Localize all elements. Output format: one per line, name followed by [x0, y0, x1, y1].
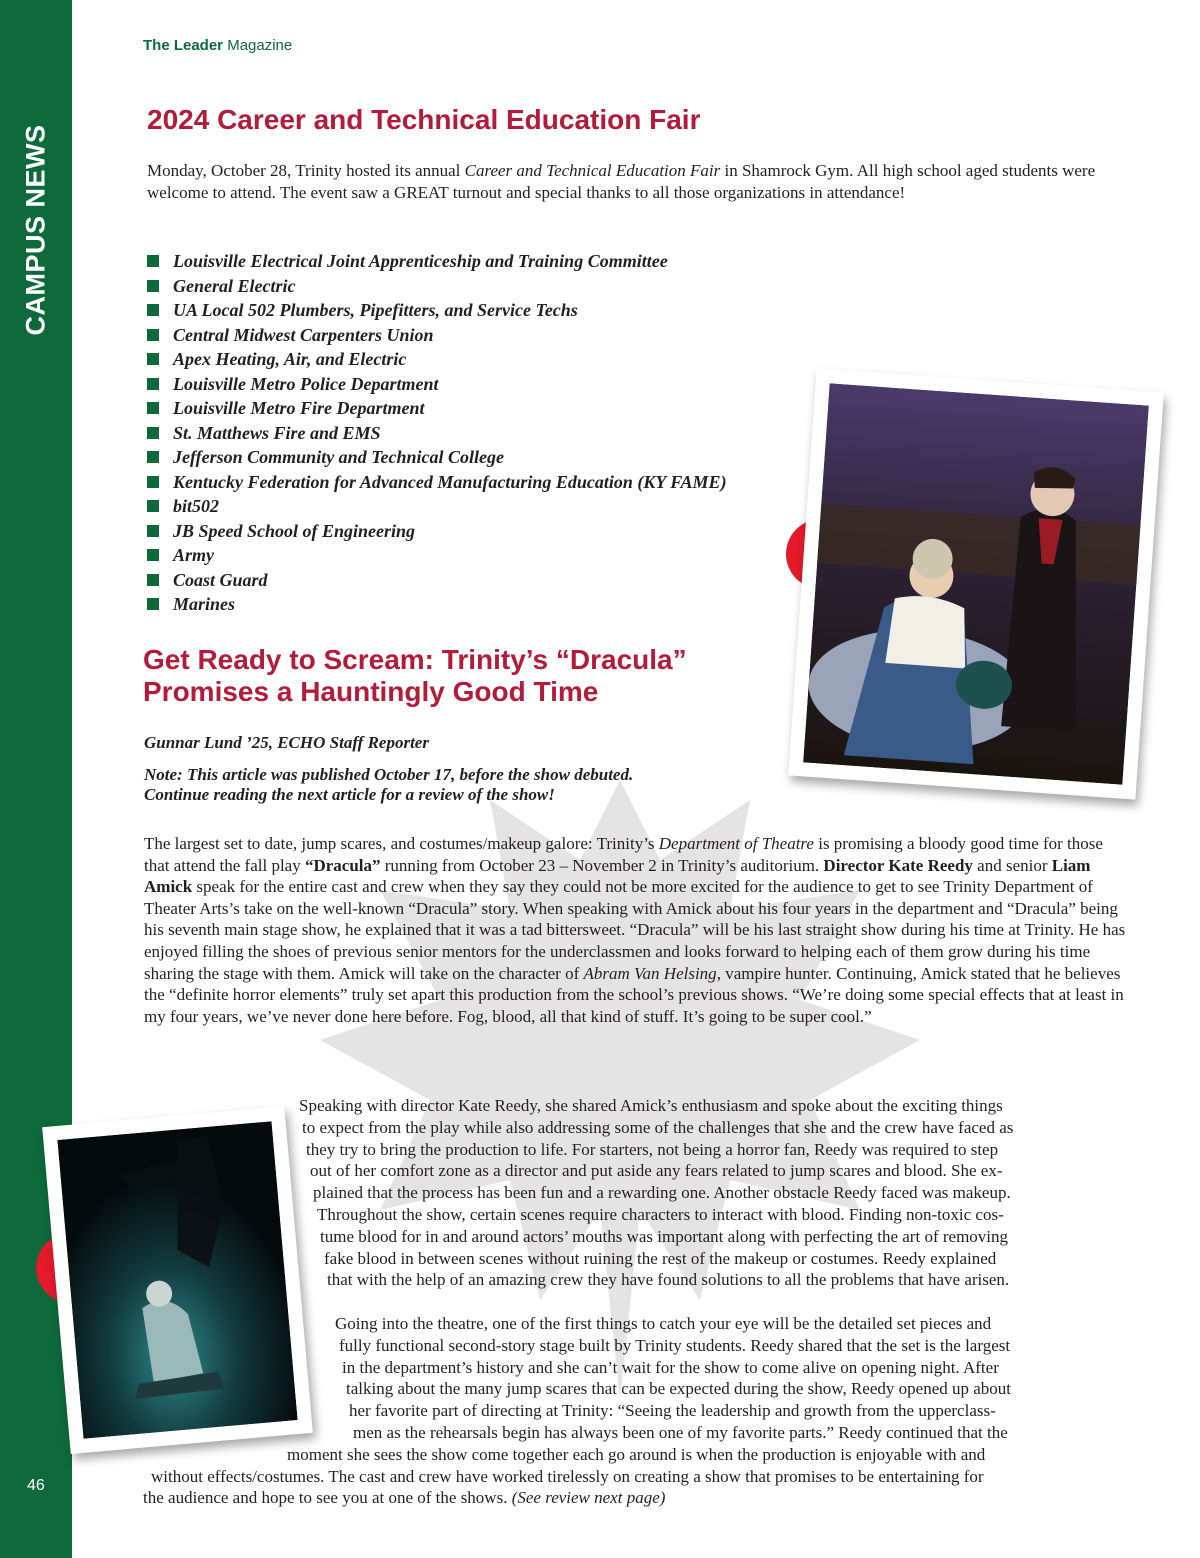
- paragraph-line: [327, 1269, 1009, 1291]
- paragraph-line: [342, 1357, 999, 1379]
- paragraph-line: [302, 1117, 1013, 1139]
- organization-item: [147, 470, 727, 495]
- article-paragraph-1: [144, 833, 1129, 1027]
- paragraph-line-text: out of her comfort zone as a director and put aside any fears related to jump scares and blood. She ex-: [310, 1161, 1003, 1181]
- p1-department: Department of Theatre: [658, 834, 814, 853]
- organization-name: St. Matthews Fire and EMS: [173, 422, 381, 443]
- paragraph-line: [317, 1204, 1004, 1226]
- magazine-brand: The Leader: [143, 37, 224, 54]
- p1-text-b: is promising a bloody good time for those that attend the fall play: [144, 834, 1103, 875]
- organization-name: Jefferson Community and Technical College: [173, 447, 505, 467]
- organization-item: [147, 445, 727, 470]
- square-bullet-icon: [147, 353, 159, 365]
- paragraph-line-text: fake blood in between scenes without ruining the rest of the makeup or costumes. Reedy explained: [324, 1248, 997, 1268]
- paragraph-line-text: without effects/costumes. The cast and crew have worked tirelessly on creating a show that promises to be entertaining for: [151, 1466, 984, 1486]
- paragraph-line: [143, 1487, 665, 1509]
- paragraph-line-text: talking about the many jump scares that can be expected during the show, Reedy opened up about: [346, 1379, 1012, 1399]
- p1-text-c: running from October 23 – November 2 in Trinity’s auditorium.: [380, 855, 824, 875]
- see-review-note: (See review next page): [511, 1488, 666, 1508]
- paragraph-line: [339, 1335, 1010, 1357]
- paragraph-line-text: they try to bring the production to life. For starters, not being a horror fan, Reedy was required to step: [306, 1139, 999, 1159]
- organization-name: JB Speed School of Engineering: [173, 520, 416, 541]
- square-bullet-icon: [147, 574, 159, 586]
- dracula-stage-photo: [803, 383, 1149, 784]
- organization-name: Coast Guard: [173, 569, 268, 590]
- organization-name: General Electric: [173, 275, 296, 296]
- paragraph-line-text: tume blood for in and around actors’ mouths was important along with perfecting the art of removing: [320, 1226, 1009, 1246]
- paragraph-line: [306, 1139, 998, 1161]
- paragraph-line-text: that with the help of an amazing crew they have found solutions to all the problems that have arisen.: [327, 1270, 1010, 1290]
- paragraph-line: [313, 1182, 1011, 1204]
- organization-item: [147, 298, 727, 323]
- paragraph-line-text: fully functional second-story stage built by Trinity students. Reedy shared that the set is the largest: [339, 1335, 1011, 1355]
- p1-senior: Liam Amick: [144, 855, 1091, 897]
- organization-item: [147, 543, 727, 568]
- square-bullet-icon: [147, 525, 159, 537]
- paragraph-line: [299, 1095, 1003, 1117]
- paragraph-line-text: Going into the theatre, one of the first things to catch your eye will be the detailed set pieces and: [335, 1314, 992, 1333]
- organization-item: [147, 372, 727, 397]
- article-note: [144, 765, 744, 805]
- paragraph-line-text: to expect from the play while also addressing some of the challenges that she and the crew have faced as: [302, 1117, 1014, 1137]
- square-bullet-icon: [147, 500, 159, 512]
- organization-item: [147, 494, 727, 519]
- dracula-title: [143, 644, 687, 708]
- paragraph-line-text: moment she sees the show come together each go around is when the production is enjoyable with and: [287, 1444, 986, 1464]
- paragraph-line-text: in the department’s history and she can’t wait for the show to come alive on opening night. After: [342, 1357, 999, 1377]
- square-bullet-icon: [147, 329, 159, 341]
- organization-item: [147, 323, 727, 348]
- paragraph-line-text: Speaking with director Kate Reedy, she shared Amick’s enthusiasm and spoke about the exciting things: [299, 1096, 1003, 1115]
- paragraph-line-text: the audience and hope to see you at one of the shows.: [143, 1488, 512, 1508]
- square-bullet-icon: [147, 427, 159, 439]
- organization-name: Louisville Electrical Joint Apprenticeship and Training Committee: [173, 251, 668, 271]
- paragraph-line: [310, 1160, 1003, 1182]
- paragraph-line: [335, 1313, 991, 1335]
- paragraph-line: [287, 1444, 985, 1466]
- paragraph-line: [353, 1422, 1008, 1444]
- scene-photo-frame: [42, 1106, 313, 1454]
- article-byline: Gunnar Lund ’25, ECHO Staff Reporter: [144, 733, 429, 752]
- fair-intro-event-name: Career and Technical Education Fair: [464, 161, 721, 180]
- square-bullet-icon: [147, 304, 159, 316]
- note-line-2: Continue reading the next article for a review of the show!: [144, 785, 555, 804]
- paragraph-line-text: men as the rehearsals begin has always been one of my favorite parts.” Reedy continued that the: [353, 1423, 1008, 1442]
- page-number: 46: [27, 1477, 45, 1494]
- paragraph-line: [324, 1248, 996, 1270]
- square-bullet-icon: [147, 549, 159, 561]
- organization-item: [147, 347, 727, 372]
- paragraph-line-text: her favorite part of directing at Trinity: “Seeing the leadership and growth from the upperclass-: [349, 1401, 996, 1421]
- note-line-1: Note: This article was published October 17, before the show debuted.: [144, 765, 634, 784]
- p1-director: Director Kate Reedy: [823, 855, 973, 875]
- dracula-photo-frame: [788, 368, 1164, 799]
- square-bullet-icon: [147, 255, 159, 267]
- p1-text-d: and senior: [972, 855, 1052, 875]
- square-bullet-icon: [147, 402, 159, 414]
- organization-list: [147, 249, 727, 617]
- organization-name: Louisville Metro Police Department: [173, 373, 439, 394]
- organization-name: bit502: [173, 496, 220, 516]
- paragraph-line: [151, 1466, 984, 1488]
- organization-name: Apex Heating, Air, and Electric: [173, 349, 407, 369]
- organization-name: Louisville Metro Fire Department: [173, 398, 425, 418]
- organization-item: [147, 568, 727, 593]
- square-bullet-icon: [147, 378, 159, 390]
- organization-name: Central Midwest Carpenters Union: [173, 324, 434, 345]
- square-bullet-icon: [147, 280, 159, 292]
- p1-role: Abram Van Helsing: [583, 963, 717, 983]
- organization-item: [147, 519, 727, 544]
- organization-item: [147, 249, 727, 274]
- organization-item: [147, 421, 727, 446]
- fair-intro-text-1: Monday, October 28, Trinity hosted its annual: [147, 161, 465, 180]
- fair-intro: [147, 160, 1097, 203]
- organization-item: [147, 592, 727, 617]
- fair-title: 2024 Career and Technical Education Fair: [147, 104, 701, 135]
- dracula-title-line-2: Promises a Hauntingly Good Time: [143, 676, 599, 707]
- square-bullet-icon: [147, 476, 159, 488]
- square-bullet-icon: [147, 451, 159, 463]
- fair-intro-text-2: in Shamrock Gym. All high school aged students were welcome to attend. The event saw a GREAT turnout and special thanks to all those organizations in attendance!: [147, 161, 1096, 202]
- organization-name: Marines: [173, 594, 236, 614]
- paragraph-line: [349, 1400, 996, 1422]
- p1-play-title: “Dracula”: [304, 855, 381, 875]
- organization-item: [147, 274, 727, 299]
- magazine-title: [143, 37, 292, 54]
- p1-text-f: , vampire hunter. Continuing, Amick stated that he believes the “definite horror elements” truly set apart this production from the school’s previous shows. “We’re doing some special effects that at least in my four years, we’ve never done here before. Fog, blood, all that kind of stuff. It’s going to be super cool.”: [144, 963, 1124, 1026]
- dracula-title-line-1: Get Ready to Scream: Trinity’s “Dracula”: [143, 644, 687, 675]
- paragraph-line-text: Throughout the show, certain scenes require characters to interact with blood. Finding non-toxic cos-: [317, 1205, 1004, 1224]
- organization-item: [147, 396, 727, 421]
- paragraph-line: [320, 1226, 1008, 1248]
- scene-stage-photo: [57, 1121, 297, 1439]
- square-bullet-icon: [147, 598, 159, 610]
- paragraph-line-text: plained that the process has been fun and a rewarding one. Another obstacle Reedy faced was makeup.: [313, 1183, 1011, 1203]
- organization-name: Army: [173, 545, 215, 565]
- section-label: CAMPUS NEWS: [20, 124, 51, 336]
- magazine-suffix: Magazine: [223, 37, 293, 54]
- p1-text-e: speak for the entire cast and crew when they say they could not be more excited for the audience to get to see Trinity Department of Theater Arts’s take on the well-known “Dracula” story. When speaking with Amick about his four years in the department and “Dracula” being his seventh main stage show, he explained that it was a tad bittersweet. “Dracula” will be his last straight show during his time at Trinity. He has enjoyed filling the shoes of previous senior mentors for the underclassmen and looks forward to helping each of them grow during his time sharing the stage with them. Amick will take on the character of: [144, 877, 1126, 983]
- organization-name: Kentucky Federation for Advanced Manufacturing Education (KY FAME): [173, 471, 727, 492]
- organization-name: UA Local 502 Plumbers, Pipefitters, and Service Techs: [173, 300, 578, 320]
- p1-text-a: The largest set to date, jump scares, and costumes/makeup galore: Trinity’s: [144, 834, 659, 853]
- paragraph-line: [346, 1378, 1011, 1400]
